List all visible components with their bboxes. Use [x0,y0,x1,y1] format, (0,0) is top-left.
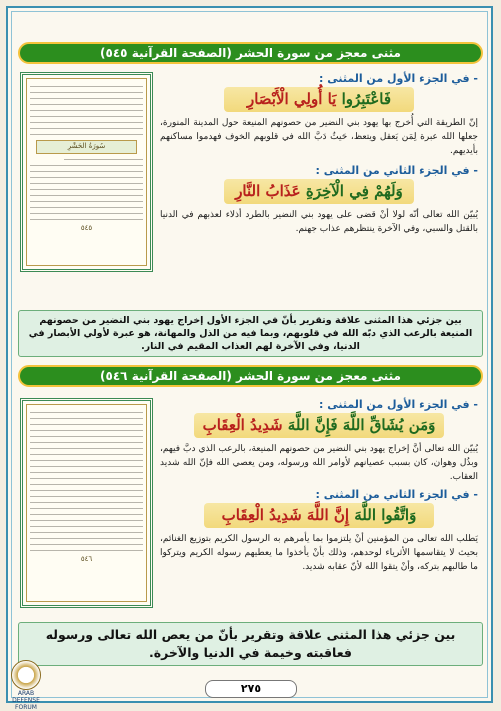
mushaf-page-546 [20,398,153,608]
verse-highlight: يَا أُولِي الْأَبْصَارِ [246,90,337,108]
forum-logo [4,660,48,711]
page-number: ٢٧٥ [205,680,297,698]
section-1-part2-heading: - في الجزء الثاني من المثنى : [315,164,478,177]
section-1-part1-verse [224,87,414,112]
section-2-part1-heading: - في الجزء الأول من المثنى : [318,398,478,411]
section-1-content [160,72,478,238]
mushaf-page-546-frame [26,404,147,602]
section-1-part1-heading: - في الجزء الأول من المثنى : [318,72,478,85]
mushaf-surah-title: سُورَةُ الحَشْرِ [36,140,137,154]
verse-text: وَمَن يُشَاقِّ اللَّهَ فَإِنَّ اللَّهَ [287,416,436,434]
section-2-part1-text: يُبيّن الله تعالى أنَّ إخراج يهود بني النضير من حصونهم المنيعة، بالرعب الذي دبَّ فيهم، وبذُل وهوان، كان بسبب عصيانهم لأوامر الله ورسوله، ومن يعصي الله فإنّ الله شديد العقاب. [160,444,478,482]
mushaf-page-number: ٥٤٥ [80,224,93,232]
section-1-part1-text: إنّ الطريقة التي أُخرج بها يهود بني النضير من حصونهم المنيعة حول المدينة المنورة، جعلها الله عبرة لِمَن يَعقل ويتعظ، حَيثُ دَبَّ الله في قلوبهم الخوف فهدموا مساكنهم بأيديهم. [160,118,478,156]
section-2-banner: مثنى معجز من سورة الحشر (الصفحة القرآنية ٥٤٦) [18,365,483,387]
verse-text: وَلَهُمْ فِي الْآخِرَةِ [305,182,403,200]
logo-text: ARAB DEFENSE FORUM [12,690,40,711]
eagle-emblem-icon [11,660,41,690]
section-1-part2-verse [224,179,414,204]
section-1-summary: بين جزئي هذا المثنى علاقة وتقرير بأنّ في الجزء الأول إخراج يهود بني النضير من حصونهم المنيعة بالرعب الذي دبّه الله في قلوبهم، وبما فيه من الذل والمهانة، هو عبرة لأولي الأبصار في الدنيا، وفي الآخرة لهم العذاب المقيم في النار. [18,310,483,357]
verse-highlight: إِنَّ اللَّهَ شَدِيدُ الْعِقَابِ [221,506,350,524]
section-1-banner: مثنى معجز من سورة الحشر (الصفحة القرآنية ٥٤٥) [18,42,483,64]
section-2-part1-verse [194,413,444,438]
verse-highlight: عَذَابُ النَّارِ [235,182,301,200]
section-2-part2-heading: - في الجزء الثاني من المثنى : [315,488,478,501]
verse-text: وَاتَّقُوا اللَّهَ [354,506,417,524]
mushaf-page-number: ٥٤٦ [80,555,93,563]
section-2-part2-text: يَطلب الله تعالى من المؤمنين أنْ يلتزموا بما يأمرهم به الرسول الكريم بتوزيع الغنائم، بحيث لا يتقاسمها الأثرياء لوحدهم، وذلك بأنْ يأخذوا ما يعطيهم رسوله الكريم ويتركوا ما طالبهم بتركه، وأنْ يتقوا الله لأنّ عقابه شديد. [160,534,478,572]
mushaf-page-545-frame [26,78,147,266]
section-2-content [160,398,478,576]
section-1-part2-text: يُبيّن الله تعالى أنّه لولا أنْ قضى على يهود بني النضير بالطرد أذلاء لعذبهم في الدنيا بالقتل والسبي، وفي الآخرة ينتظرهم عذاب جهنم. [160,210,478,234]
mushaf-page-545 [20,72,153,272]
section-2-part2-verse [204,503,434,528]
verse-highlight: شَدِيدُ الْعِقَابِ [202,416,283,434]
section-2-summary: بين جزئي هذا المثنى علاقة وتقرير بأنّ من يعص الله تعالى ورسوله فعاقبته وخيمة في الدنيا والآخرة. [18,622,483,666]
verse-text: فَاعْتَبِرُوا [341,90,392,108]
